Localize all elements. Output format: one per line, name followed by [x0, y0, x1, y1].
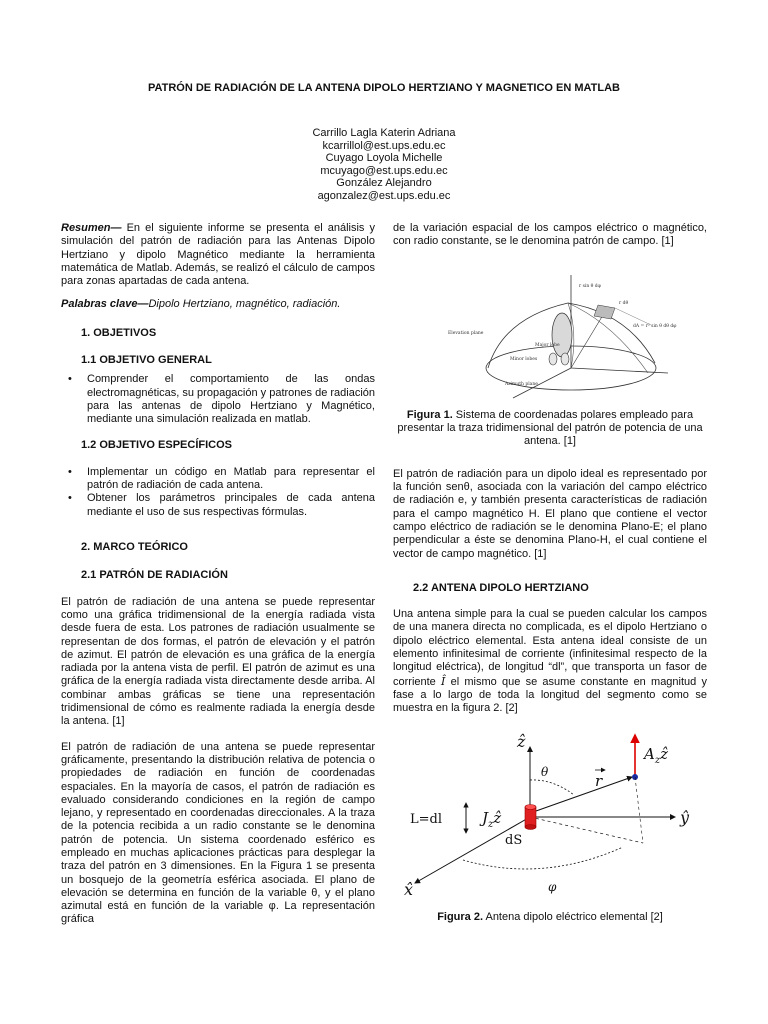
list-item: • Implementar un código en Matlab para representar el patrón de radiación de cada antena. — [61, 466, 375, 493]
subsection-heading-objetivo-general: 1.1 OBJETIVO GENERAL — [81, 354, 212, 367]
paragraph-text: el mismo que se asume constante en magnitud y fase a lo largo de toda la longitud del segmento como se muestra en la figura 2. [2] — [393, 675, 707, 715]
figure-2-caption — [393, 911, 707, 924]
r-vector-label: r — [595, 771, 603, 790]
author-email: mcuyago@est.ups.edu.ec — [320, 164, 448, 177]
right-column — [393, 222, 707, 924]
fig1-annotation: r sin θ dφ — [579, 283, 601, 289]
fig1-annotation: r dθ — [619, 300, 629, 306]
fig1-annotation: Elevation plane — [448, 330, 484, 336]
theta-label: θ — [541, 764, 549, 779]
figure-1-text: Sistema de coordenadas polares empleado para presentar la traza tridimensional del patrón de potencia de una antena. [1] — [397, 408, 703, 448]
keywords-label: Palabras clave— — [61, 298, 149, 311]
fig1-annotation: Minor lobes — [510, 356, 538, 362]
paragraph: de la variación espacial de los campos eléctrico o magnético, con radio constante, se le denomina patrón de campo. [1] — [393, 222, 707, 248]
ds-label: dS — [505, 832, 523, 848]
paragraph: El patrón de radiación de una antena se puede representar como una gráfica tridimensional de la energía radiada vista desde fuera de esta. Los patrones de radiación usualmente se representan de dos formas, el patrón de elevación y el patrón de azimut. El patrón de elevación es una gráfica de la energía radiada por la antena vista de perfil. El patrón de azimut es una gráfica de la energía radiada vista directamente desde arriba. Al combinar ambas gráficas se tiene una representación tridimensional de cómo es realmente radiada la energía desde la antena. [1] — [61, 595, 375, 728]
jz-label: $J_zẑ$ — [482, 808, 502, 830]
abstract — [61, 222, 375, 288]
author-email: kcarrillol@est.ups.edu.ec — [322, 139, 446, 152]
abstract-text: En el siguiente informe se presenta el análisis y simulación del patrón de radiación para las Antenas Dipolo Hertziano y dipolo Magnético mediante la herramienta matemática de Matlab. Además, se realizó el cálculo de campos para zonas apartadas de cada antena. — [61, 222, 375, 288]
fig1-annotation: Major lobe — [535, 342, 560, 348]
figure-2-label: Figura 2. — [437, 910, 484, 923]
author-email: agonzalez@est.ups.edu.ec — [317, 189, 451, 202]
objetivo-general-list — [61, 373, 375, 426]
figure-2-image — [393, 725, 707, 905]
section-heading-marco-teorico: 2. MARCO TEÓRICO — [81, 541, 188, 554]
subsection-heading-dipolo-hertziano: 2.2 ANTENA DIPOLO HERTZIANO — [413, 581, 589, 594]
subsection-heading-objetivos-especificos: 1.2 OBJETIVO ESPECÍFICOS — [81, 438, 232, 451]
paragraph: El patrón de radiación de una antena se puede representar gráficamente, presentando la distribución relativa de potencia o propiedades de radiación en función de coordenadas espaciales. En la mayoría de casos, el patrón de radiación es evaluado considerando condiciones en la región de campo lejano, y representado en coordenadas direccionales. A la traza de la potencia recibida a un radio constante se le denomina patrón de potencia. Un sistema coordenado esférico es empleado en muchas aplicaciones prácticas para desplegar la traza del patrón en 3 dimensiones. En la Figura 1 se presenta un bosquejo de la geometría esférica asociada. El plano de elevación se determina en función de la variable θ, y el plano azimutal está en función de la variable φ. La representación gráfica — [61, 740, 375, 926]
author-block — [0, 127, 768, 203]
paragraph: El patrón de radiación para un dipolo ideal es representado por la función senθ, asociada con la variación del campo eléctrico de radiación e, y también presenta características de radiación para el campo magnético H. El plano que contiene el vector campo eléctrico de radiación se le denomina Plano-E; el plano perpendicular a éste se denomina Plano-H, el cual contiene el vector de campo magnético. [1] — [393, 467, 707, 560]
fig1-annotation: Azimuth plane — [505, 381, 538, 387]
keywords — [61, 298, 375, 311]
author-name: Carrillo Lagla Katerin Adriana — [312, 127, 456, 139]
y-axis-label: ŷ — [680, 807, 690, 827]
section-heading-objetivos: 1. OBJETIVOS — [81, 326, 157, 339]
phi-label: φ — [548, 879, 557, 894]
subsection-heading-patron-radiacion: 2.1 PATRÓN DE RADIACIÓN — [81, 569, 228, 582]
fig1-annotation: dA = r² sin θ dθ dφ — [633, 323, 677, 329]
keywords-text: Dipolo Hertziano, magnético, radiación. — [148, 298, 341, 311]
current-symbol: Î — [441, 674, 446, 688]
objetivos-especificos-list — [61, 466, 375, 519]
list-item: • Comprender el comportamiento de las ondas electromagnéticas, su propagación y patrones de radiación para las antenas de dipolo Hertziano y Magnético, mediante una simulación realizada en matlab. — [61, 373, 375, 426]
paragraph-text: Una antena simple para la cual se pueden calcular los campos de una manera directa no complicada, es el dipolo Hertziano o dipolo eléctrico elemental. Esta antena ideal consiste de un elemento infinitesimal de corriente (infinitesimal respecto de la longitud eléctrica), de longitud “dl”, que transporta un fasor de corriente — [393, 608, 707, 688]
list-item: • Obtener los parámetros principales de cada antena mediante el uso de sus respectivas fórmulas. — [61, 492, 375, 519]
az-label: $A_zẑ$ — [644, 744, 669, 766]
paragraph — [393, 608, 707, 715]
author-name: Cuyago Loyola Michelle — [325, 152, 443, 165]
author-name: González Alejandro — [336, 177, 432, 190]
figure-1 — [393, 273, 707, 449]
figure-1-image — [393, 273, 707, 401]
figure-2-text: Antena dipolo eléctrico elemental [2] — [483, 910, 663, 923]
figure-2 — [393, 725, 707, 925]
left-column — [61, 222, 375, 927]
figure-1-caption — [393, 409, 707, 449]
abstract-label: Resumen— — [61, 222, 122, 234]
x-axis-label: x̂ — [404, 879, 414, 899]
figure-1-label: Figura 1. — [406, 408, 453, 421]
paper-title: PATRÓN DE RADIACIÓN DE LA ANTENA DIPOLO HERTZIANO Y MAGNETICO EN MATLAB — [148, 82, 620, 94]
z-axis-label: ẑ — [517, 731, 526, 751]
length-label: L=dl — [410, 811, 443, 827]
